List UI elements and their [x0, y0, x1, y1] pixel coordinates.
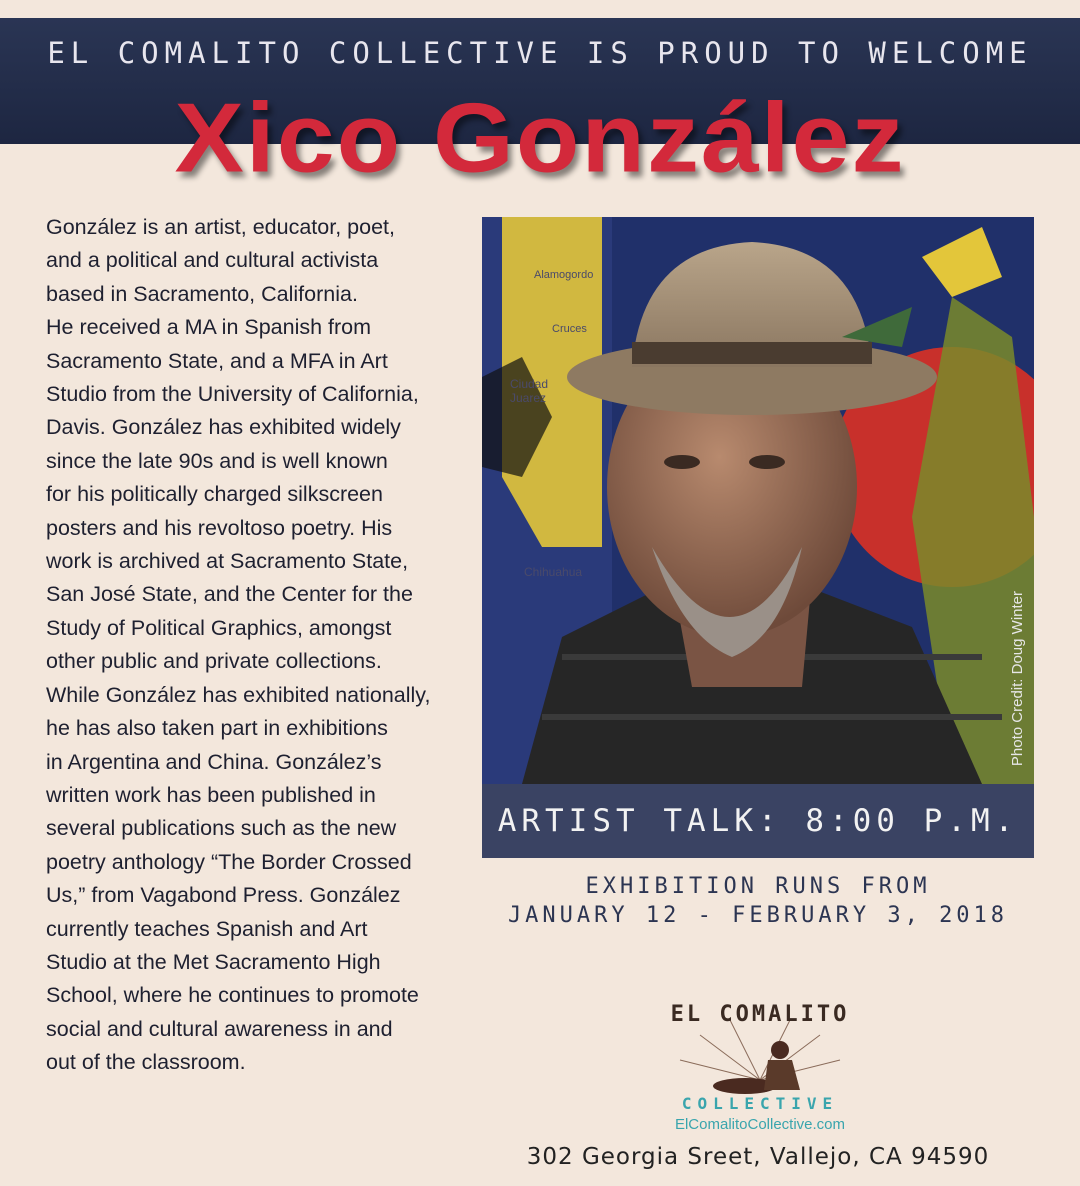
artist-talk-box	[482, 784, 1034, 858]
logo-top-text: EL COMALITO	[670, 1002, 850, 1027]
logo-collective-text: COLLECTIVE	[681, 1094, 839, 1113]
bio-line: social and cultural awareness in and	[46, 1016, 393, 1041]
bio-line: He received a MA in Spanish from	[46, 315, 372, 340]
bio-line: in Argentina and China. González’s	[46, 749, 382, 774]
bio-line: Studio from the University of California,	[46, 382, 419, 407]
bio-line: for his politically charged silkscreen	[46, 482, 383, 507]
map-label: Cruces	[552, 323, 587, 335]
bio-line: since the late 90s and is well known	[46, 448, 388, 473]
artist-talk-time: ARTIST TALK: 8:00 P.M.	[497, 803, 1019, 839]
bio-line: School, where he continues to promote	[46, 983, 419, 1008]
bio-line: Studio at the Met Sacramento High	[46, 949, 381, 974]
bio-line: out of the classroom.	[46, 1050, 246, 1075]
bio-line: based in Sacramento, California.	[46, 281, 358, 306]
welcome-line: EL COMALITO COLLECTIVE IS PROUD TO WELCOME	[47, 36, 1033, 70]
bio-line: Study of Political Graphics, amongst	[46, 615, 392, 640]
exhibition-dates	[482, 872, 1034, 930]
bio-line: González is an artist, educator, poet,	[46, 215, 395, 239]
bio-line: poetry anthology “The Border Crossed	[46, 849, 412, 874]
map-label: Ciudad Juarez	[510, 377, 549, 405]
bio-line: While González has exhibited nationally,	[46, 682, 431, 707]
el-comalito-logo	[640, 990, 880, 1140]
photo-credit: Photo Credit: Doug Winter	[1009, 590, 1026, 766]
bio-line: written work has been published in	[46, 782, 376, 807]
exhibition-date-range: JANUARY 12 - FEBRUARY 3, 2018	[507, 903, 1009, 928]
venue-address: 302 Georgia Sreet, Vallejo, CA 94590	[526, 1144, 990, 1170]
bio-line: Us,” from Vagabond Press. González	[46, 883, 401, 908]
artist-photo	[482, 217, 1034, 784]
bio-line: posters and his revoltoso poetry. His	[46, 515, 393, 540]
map-label: Chihuahua	[524, 565, 583, 579]
artist-name: Xico González	[174, 82, 906, 194]
bio-line: San José State, and the Center for the	[46, 582, 413, 607]
artist-portrait-illustration	[482, 217, 1034, 784]
bio-line: Davis. González has exhibited widely	[46, 415, 401, 440]
logo-website-link[interactable]: ElComalitoCollective.com	[674, 1116, 846, 1133]
bio-line: Sacramento State, and a MFA in Art	[46, 348, 388, 373]
bio-line: he has also taken part in exhibitions	[46, 716, 388, 741]
bio-line: several publications such as the new	[46, 816, 397, 841]
bio-line: other public and private collections.	[46, 649, 382, 674]
exhibition-runs-label: EXHIBITION RUNS FROM	[585, 874, 931, 899]
bio-line: work is archived at Sacramento State,	[46, 549, 409, 574]
bio-text	[46, 211, 476, 1080]
map-label: Alamogordo	[534, 269, 594, 281]
bio-line: currently teaches Spanish and Art	[46, 916, 368, 941]
bio-line: and a political and cultural activista	[46, 248, 379, 273]
